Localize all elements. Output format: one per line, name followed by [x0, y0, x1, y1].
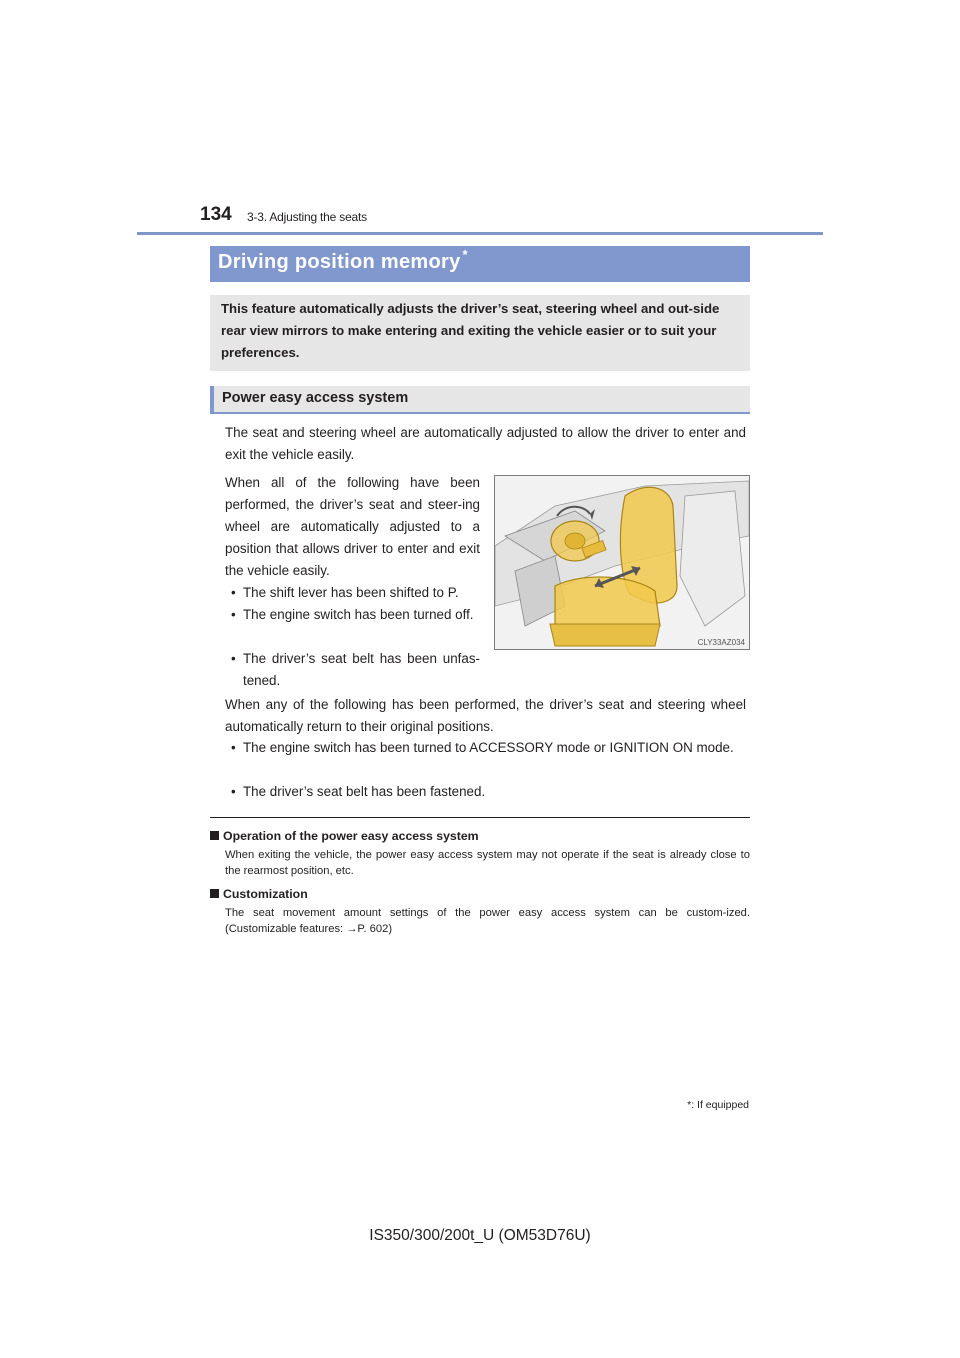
equipped-marker: *: [462, 247, 468, 262]
intro-text: This feature automatically adjusts the driver’s seat, steering wheel and out-side rear view mirrors to make entering and exiting the vehicle easier or to suit your preferences.: [221, 301, 720, 360]
bullet-dot: •: [231, 740, 236, 755]
page-number: 134: [200, 204, 232, 225]
bullet-dot: •: [231, 585, 236, 600]
note-operation: [210, 827, 750, 879]
list-item: [231, 648, 480, 692]
intro-box: [210, 295, 750, 371]
seat-illustration: [494, 475, 750, 650]
note-heading: [210, 827, 750, 845]
list-item-text: The driver’s seat belt has been unfas-tened.: [243, 651, 480, 688]
section-subheading: [210, 386, 750, 414]
bullet-dot: •: [231, 607, 236, 622]
list-item: [231, 604, 480, 626]
footnote-if-equipped: *: If equipped: [687, 1099, 749, 1111]
subheading-text: Power easy access system: [222, 390, 409, 406]
bullet-dot: •: [231, 651, 236, 666]
list-item: [231, 781, 746, 803]
paragraph-intro: The seat and steering wheel are automatically adjusted to allow the driver to enter and exit the vehicle easily.: [225, 425, 746, 462]
seat-illustration-graphic: [495, 476, 749, 649]
note-heading-text: Operation of the power easy access system: [223, 829, 479, 843]
paragraph-return: When any of the following has been performed, the driver’s seat and steering wheel automatically return to their original positions.: [225, 697, 746, 734]
footer-model-code: IS350/300/200t_U (OM53D76U): [369, 1227, 591, 1244]
bullet-dot: •: [231, 784, 236, 799]
page-title-text: Driving position memory: [218, 251, 461, 273]
square-bullet-icon: [210, 831, 219, 840]
list-item-text: The engine switch has been turned to ACCESSORY mode or IGNITION ON mode.: [243, 740, 734, 755]
list-item-text: The shift lever has been shifted to P.: [243, 585, 459, 600]
header-rule: [137, 232, 823, 235]
note-text: The seat movement amount settings of the power easy access system can be custom-ized. (Customizable features: →P. 602): [225, 907, 750, 935]
square-bullet-icon: [210, 889, 219, 898]
list-item-text: The engine switch has been turned off.: [243, 607, 474, 622]
page-title: [210, 246, 750, 282]
section-divider: [210, 817, 750, 818]
list-item: [231, 582, 480, 604]
list-item: [231, 737, 746, 759]
figure-code: CLY33AZ034: [697, 638, 745, 647]
list-item-text: The driver’s seat belt has been fastened.: [243, 784, 486, 799]
note-heading-text: Customization: [223, 887, 308, 901]
note-text: When exiting the vehicle, the power easy access system may not operate if the seat is already close to the rearmost position, etc.: [225, 849, 750, 877]
section-breadcrumb: 3-3. Adjusting the seats: [247, 210, 367, 224]
note-heading: [210, 885, 750, 903]
paragraph-conditions: When all of the following have been performed, the driver’s seat and steer-ing wheel are automatically adjusted to a position that allows driver to enter and exit the vehicle easily.: [225, 475, 480, 578]
note-customization: [210, 885, 750, 937]
